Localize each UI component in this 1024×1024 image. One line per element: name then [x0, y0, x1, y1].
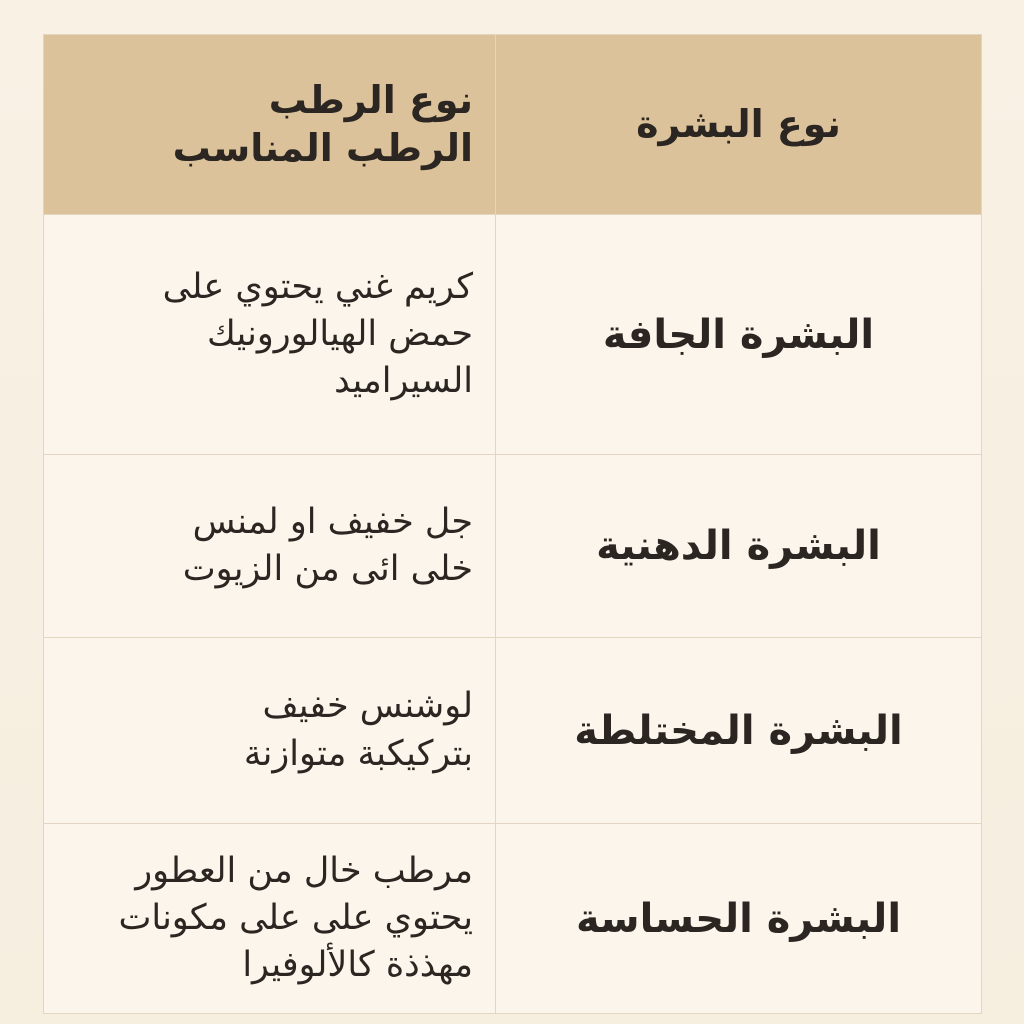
skin-type-cell: البشرة الدهنية — [496, 455, 982, 638]
table-row — [44, 638, 982, 824]
moisturizer-line: جل خفيف او لمنس — [192, 501, 473, 542]
table-row — [44, 824, 982, 1014]
skin-moisturizer-table — [43, 34, 982, 1014]
header-moisturizer-type — [44, 35, 496, 215]
table-row — [44, 215, 982, 455]
moisturizer-cell — [44, 215, 496, 455]
moisturizer-line: مهذذة كالألوفيرا — [242, 945, 473, 986]
header-skin-type-label: نوع البشرة — [636, 101, 841, 146]
moisturizer-line: يحتوي على على مكونات — [118, 897, 473, 938]
moisturizer-line: حمض الهيالورونيك — [207, 313, 473, 354]
moisturizer-line: مرطب خال من العطور — [135, 850, 473, 891]
header-skin-type — [496, 35, 982, 215]
table-header-row — [44, 35, 982, 215]
moisturizer-line: خلى ائى من الزيوت — [182, 549, 473, 589]
header-moisturizer-line-1: نوع الرطب — [268, 78, 473, 122]
table-row — [44, 455, 982, 638]
skin-type-cell: البشرة الحساسة — [496, 824, 982, 1014]
moisturizer-line: كريم غني يحتوي على — [162, 266, 473, 307]
moisturizer-cell — [44, 455, 496, 638]
moisturizer-line: بتركيكبة متوازنة — [243, 733, 473, 774]
moisturizer-line: السيراميد — [334, 361, 473, 402]
header-moisturizer-line-2: الرطب المناسب — [172, 125, 473, 170]
moisturizer-line: لوشنس خفيف — [262, 686, 473, 727]
moisturizer-cell — [44, 638, 496, 824]
moisturizer-cell — [44, 824, 496, 1014]
skin-type-cell: البشرة المختلطة — [496, 638, 982, 824]
skin-type-cell: البشرة الجافة — [496, 215, 982, 455]
